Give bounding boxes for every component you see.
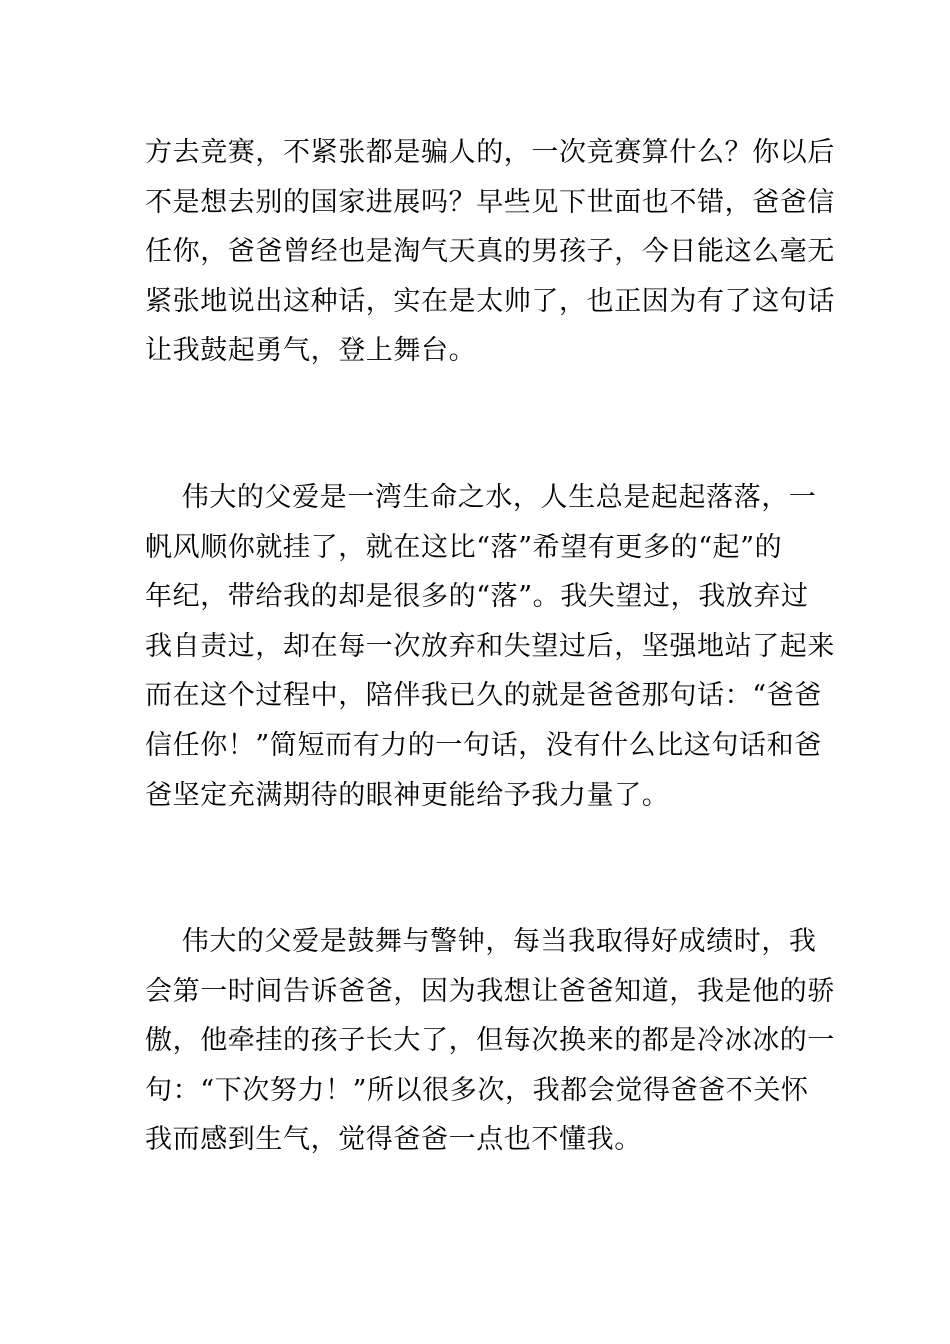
text-line: 伟大的父爱是一湾生命之水，人生总是起起落落，一 [145,482,817,513]
text-line: 伟大的父爱是鼓舞与警钟，每当我取得好成绩时，我 [145,926,817,957]
text-line: 方去竞赛，不紧张都是骗人的，一次竞赛算什么？你以后 [145,137,835,168]
text-line: 不是想去别的国家进展吗？早些见下世面也不错，爸爸信 [145,186,835,218]
text-line: 我而感到生气，觉得爸爸一点也不懂我。 [145,1124,642,1156]
paragraph [145,473,835,820]
text-line: 任你，爸爸曾经也是淘气天真的男孩子，今日能这么毫无 [145,236,835,268]
text-line: 我自责过，却在每一次放弃和失望过后，坚强地站了起来 [145,630,835,662]
text-line: 傲，他牵挂的孩子长大了，但每次换来的都是冷冰冰的一 [145,1025,835,1057]
text-line: 年纪，带给我的却是很多的“落”。我失望过，我放弃过 [145,581,809,613]
text-line: 会第一时间告诉爸爸，因为我想让爸爸知道，我是他的骄 [145,975,835,1007]
text-line: 帆风顺你就挂了，就在这比“落”希望有更多的“起”的 [145,531,783,563]
paragraph [145,917,835,1165]
text-line: 让我鼓起勇气，登上舞台。 [145,335,477,367]
text-line: 句：“下次努力！”所以很多次，我都会觉得爸爸不关怀 [145,1074,809,1106]
text-line: 紧张地说出这种话，实在是太帅了，也正因为有了这句话 [145,285,835,317]
text-line: 爸坚定充满期待的眼神更能给予我力量了。 [145,779,670,811]
text-line: 而在这个过程中，陪伴我已久的就是爸爸那句话：“爸爸 [145,680,822,712]
text-line: 信任你！”简短而有力的一句话，没有什么比这句话和爸 [145,729,822,761]
paragraph [145,128,835,376]
